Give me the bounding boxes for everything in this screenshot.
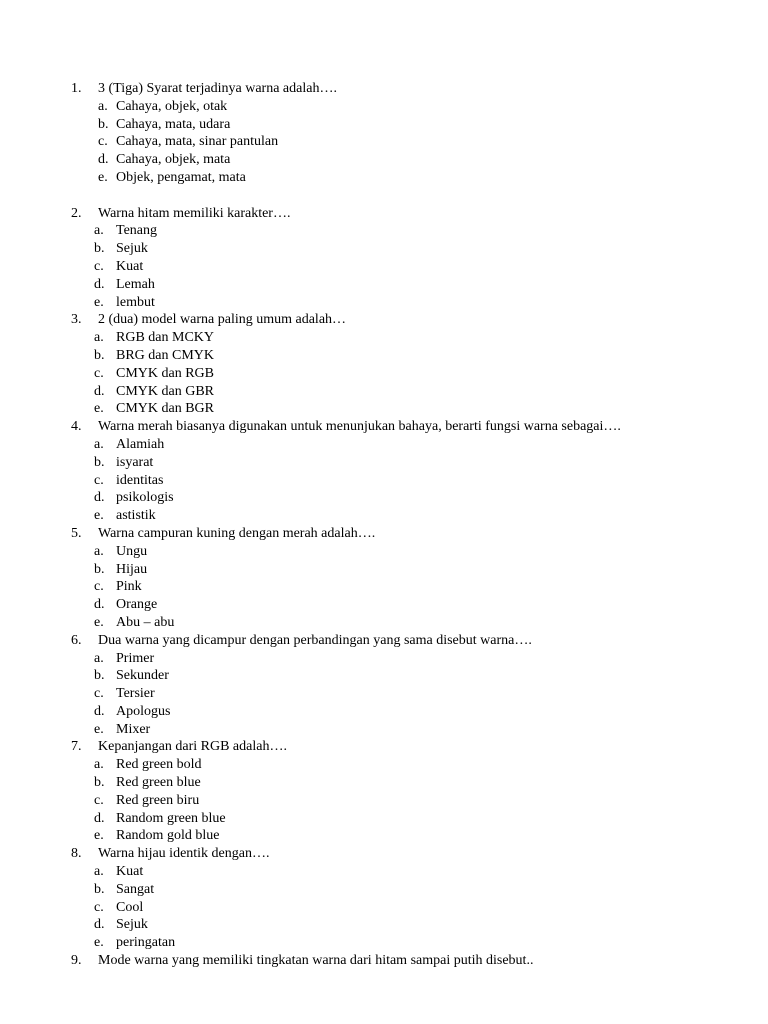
question-text: 2 (dua) model warna paling umum adalah… — [98, 312, 347, 328]
option-e — [0, 169, 768, 187]
option-text: Orange — [116, 597, 158, 613]
option-text: lembut — [116, 294, 155, 310]
option-text: RGB dan MCKY — [116, 330, 215, 346]
option-b — [0, 240, 768, 258]
option-letter: b. — [94, 347, 105, 363]
option-text: peringatan — [116, 935, 176, 951]
option-letter: a. — [94, 436, 104, 452]
option-a — [0, 436, 768, 454]
option-letter: a. — [94, 330, 104, 346]
option-e — [0, 721, 768, 739]
question-number: 4. — [71, 419, 82, 435]
option-letter: b. — [94, 454, 105, 470]
option-letter: b. — [94, 881, 105, 897]
option-text: Sejuk — [116, 241, 148, 257]
option-text: Objek, pengamat, mata — [116, 169, 246, 185]
option-letter: e. — [94, 935, 104, 951]
question-5 — [0, 525, 768, 632]
question-row — [0, 738, 768, 756]
option-letter: e. — [94, 614, 104, 630]
option-text: identitas — [116, 472, 164, 488]
option-text: Primer — [116, 650, 155, 666]
option-b — [0, 561, 768, 579]
option-letter: c. — [94, 792, 104, 808]
question-text: Dua warna yang dicampur dengan perbandingan yang sama disebut warna…. — [98, 632, 532, 648]
option-letter: c. — [94, 579, 104, 595]
option-text: Alamiah — [116, 436, 165, 452]
option-text: Pink — [116, 579, 142, 595]
option-text: Kuat — [116, 258, 144, 274]
option-b — [0, 454, 768, 472]
option-letter: d. — [94, 597, 105, 613]
question-text: 3 (Tiga) Syarat terjadinya warna adalah…. — [98, 81, 337, 96]
option-text: Tenang — [116, 223, 158, 239]
option-a — [0, 222, 768, 240]
option-d — [0, 383, 768, 401]
option-text: Mixer — [116, 721, 151, 737]
option-a — [0, 863, 768, 881]
option-letter: b. — [98, 116, 109, 132]
option-text: CMYK dan RGB — [116, 365, 215, 381]
option-d — [0, 151, 768, 169]
option-a — [0, 756, 768, 774]
option-letter: a. — [94, 864, 104, 880]
option-letter: e. — [98, 169, 108, 185]
question-text: Warna hijau identik dengan…. — [98, 846, 270, 862]
question-number: 1. — [71, 81, 82, 96]
option-e — [0, 827, 768, 845]
option-b — [0, 881, 768, 899]
option-e — [0, 614, 768, 632]
option-c — [0, 899, 768, 917]
option-letter: b. — [94, 561, 105, 577]
question-number: 7. — [71, 739, 82, 755]
question-text: Warna merah biasanya digunakan untuk menunjukan bahaya, berarti fungsi warna sebagai…. — [98, 419, 621, 435]
option-letter: e. — [94, 294, 104, 310]
option-d — [0, 276, 768, 294]
option-letter: b. — [94, 668, 105, 684]
question-9 — [0, 952, 768, 970]
question-2 — [0, 205, 768, 312]
question-number: 3. — [71, 312, 82, 328]
option-letter: c. — [98, 134, 108, 150]
option-b — [0, 667, 768, 685]
option-letter: b. — [94, 241, 105, 257]
option-letter: a. — [94, 650, 104, 666]
question-number: 6. — [71, 632, 82, 648]
option-text: Hijau — [116, 561, 148, 577]
option-text: Cool — [116, 899, 144, 915]
option-a — [0, 329, 768, 347]
question-row — [0, 632, 768, 650]
option-letter: c. — [94, 258, 104, 274]
question-row — [0, 80, 768, 98]
option-d — [0, 916, 768, 934]
option-a — [0, 543, 768, 561]
question-row — [0, 952, 768, 970]
option-text: astistik — [116, 508, 156, 524]
option-text: Red green blue — [116, 775, 201, 791]
option-letter: a. — [94, 757, 104, 773]
question-row — [0, 311, 768, 329]
option-text: Apologus — [116, 703, 171, 719]
option-letter: a. — [94, 223, 104, 239]
option-letter: c. — [94, 899, 104, 915]
option-text: isyarat — [116, 454, 154, 470]
option-c — [0, 365, 768, 383]
option-d — [0, 596, 768, 614]
option-letter: e. — [94, 828, 104, 844]
option-letter: d. — [94, 810, 105, 826]
option-text: Red green biru — [116, 792, 200, 808]
option-letter: a. — [98, 98, 108, 114]
option-letter: d. — [94, 490, 105, 506]
option-letter: c. — [94, 472, 104, 488]
option-text: Cahaya, mata, sinar pantulan — [116, 134, 279, 150]
question-number: 5. — [71, 525, 82, 541]
option-text: CMYK dan GBR — [116, 383, 215, 399]
question-4 — [0, 418, 768, 525]
option-text: Sekunder — [116, 668, 169, 684]
option-text: Cahaya, mata, udara — [116, 116, 231, 132]
option-text: Sejuk — [116, 917, 148, 933]
option-b — [0, 774, 768, 792]
option-letter: d. — [94, 383, 105, 399]
option-e — [0, 400, 768, 418]
question-number: 8. — [71, 846, 82, 862]
option-e — [0, 934, 768, 952]
question-6 — [0, 632, 768, 739]
option-text: psikologis — [116, 490, 174, 506]
option-letter: d. — [94, 703, 105, 719]
question-row — [0, 525, 768, 543]
option-letter: e. — [94, 721, 104, 737]
question-text: Warna campuran kuning dengan merah adalah…. — [98, 525, 376, 541]
option-a — [0, 650, 768, 668]
question-number: 9. — [71, 953, 82, 969]
question-3 — [0, 311, 768, 418]
option-text: Ungu — [116, 543, 148, 559]
option-text: BRG dan CMYK — [116, 347, 215, 363]
question-row — [0, 205, 768, 223]
option-b — [0, 116, 768, 134]
question-sheet — [0, 80, 768, 970]
option-text: Tersier — [116, 686, 155, 702]
option-text: Red green bold — [116, 757, 202, 773]
option-text: Sangat — [116, 881, 155, 897]
option-letter: a. — [94, 543, 104, 559]
option-c — [0, 258, 768, 276]
question-8 — [0, 845, 768, 952]
option-letter: e. — [94, 401, 104, 417]
question-number: 2. — [71, 205, 82, 221]
option-text: Cahaya, objek, otak — [116, 98, 228, 114]
option-letter: b. — [94, 775, 105, 791]
option-letter: e. — [94, 508, 104, 524]
question-text: Mode warna yang memiliki tingkatan warna dari hitam sampai putih disebut.. — [98, 953, 534, 969]
option-c — [0, 792, 768, 810]
option-text: Random green blue — [116, 810, 226, 826]
option-d — [0, 703, 768, 721]
question-1 — [0, 80, 768, 187]
option-e — [0, 294, 768, 312]
option-letter: c. — [94, 686, 104, 702]
option-a — [0, 98, 768, 116]
option-c — [0, 472, 768, 490]
option-letter: d. — [94, 917, 105, 933]
option-text: Cahaya, objek, mata — [116, 152, 231, 168]
option-b — [0, 347, 768, 365]
option-text: Lemah — [116, 276, 155, 292]
option-text: Random gold blue — [116, 828, 220, 844]
option-text: Abu – abu — [116, 614, 175, 630]
option-letter: d. — [94, 276, 105, 292]
question-row — [0, 845, 768, 863]
option-text: Kuat — [116, 864, 144, 880]
option-d — [0, 810, 768, 828]
option-c — [0, 133, 768, 151]
question-7 — [0, 738, 768, 845]
option-c — [0, 578, 768, 596]
question-text: Kepanjangan dari RGB adalah…. — [98, 739, 287, 755]
question-text: Warna hitam memiliki karakter…. — [98, 205, 291, 221]
option-letter: d. — [98, 152, 109, 168]
question-row — [0, 418, 768, 436]
option-e — [0, 507, 768, 525]
option-text: CMYK dan BGR — [116, 401, 215, 417]
option-d — [0, 489, 768, 507]
option-c — [0, 685, 768, 703]
option-letter: c. — [94, 365, 104, 381]
